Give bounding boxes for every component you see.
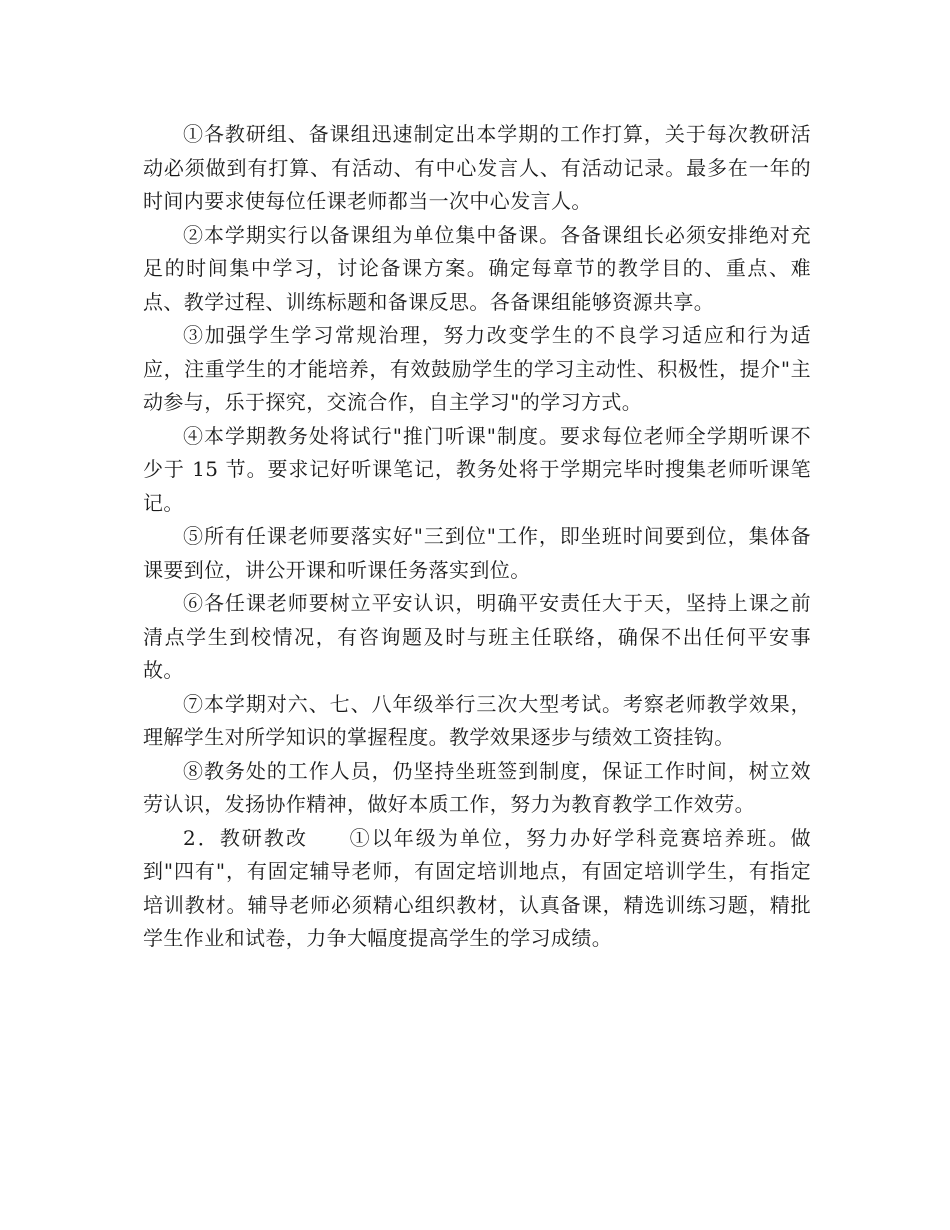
paragraph-5: ⑤所有任课老师要落实好"三到位"工作，即坐班时间要到位，集体备课要到位，讲公开课和听课任务落实到位。 [143,524,811,582]
paragraph-7: ⑦本学期对六、七、八年级举行三次大型考试。考察老师教学效果，理解学生对所学知识的掌握程度。教学效果逐步与绩效工资挂钩。 [143,691,811,749]
section-2-heading: 2．教研教改 [183,825,309,850]
document-page [143,118,811,956]
paragraph-4: ④本学期教务处将试行"推门听课"制度。要求每位老师全学期听课不少于 15 节。要求记好听课笔记，教务处将于学期完毕时搜集老师听课笔记。 [143,423,811,515]
section-2-paragraph [143,822,811,956]
section-2-body: ①以年级为单位，努力办好学科竞赛培养班。做到"四有"，有固定辅导老师，有固定培训地点，有固定培训学生，有指定培训教材。辅导老师必须精心组织教材，认真备课，精选训练习题，精批学生作业和试卷，力争大幅度提高学生的学习成绩。 [143,825,812,950]
paragraph-3: ③加强学生学习常规治理，努力改变学生的不良学习适应和行为适应，注重学生的才能培养，有效鼓励学生的学习主动性、积极性，提介"主动参与，乐于探究，交流合作，自主学习"的学习方式。 [143,323,811,414]
paragraph-6: ⑥各任课老师要树立平安认识，明确平安责任大于天，坚持上课之前清点学生到校情况，有咨询题及时与班主任联络，确保不出任何平安事故。 [143,591,811,682]
paragraph-1: ①各教研组、备课组迅速制定出本学期的工作打算，关于每次教研活动必须做到有打算、有活动、有中心发言人、有活动记录。最多在一年的时间内要求使每位任课老师都当一次中心发言人。 [143,122,811,213]
paragraph-2: ②本学期实行以备课组为单位集中备课。各备课组长必须安排绝对充足的时间集中学习，讨论备课方案。确定每章节的教学目的、重点、难点、教学过程、训练标题和备课反思。各备课组能够资源共享。 [143,222,811,314]
paragraph-8: ⑧教务处的工作人员，仍坚持坐班签到制度，保证工作时间，树立效劳认识，发扬协作精神，做好本质工作，努力为教育教学工作效劳。 [143,758,811,816]
